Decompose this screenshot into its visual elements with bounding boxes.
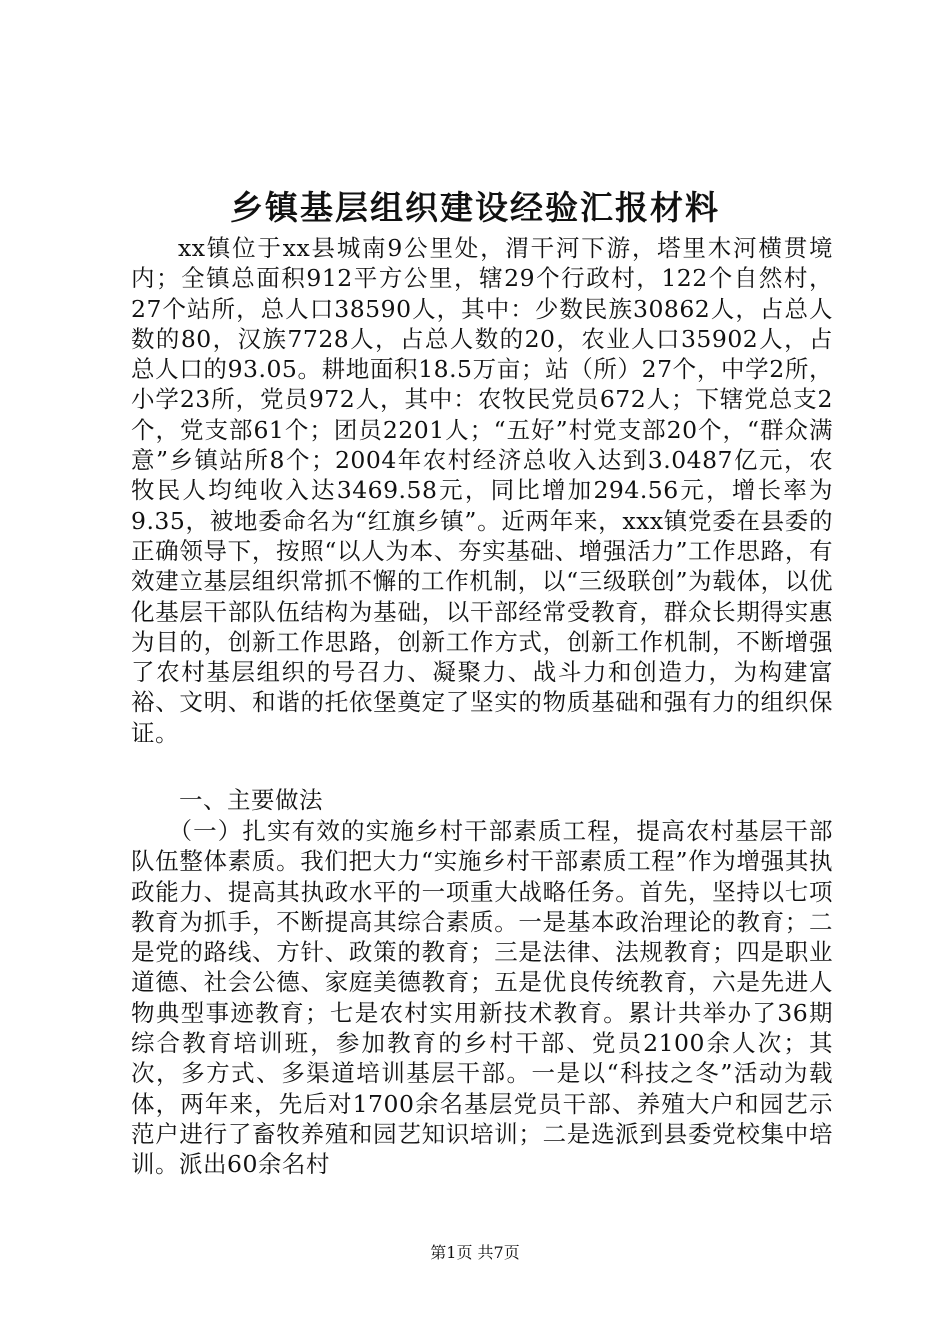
body-paragraph-section-1: （一）扎实有效的实施乡村干部素质工程，提高农村基层干部队伍整体素质。我们把大力“实施乡村干部素质工程”作为增强其执政能力、提高其执政水平的一项重大战略任务。首先，坚持以七项教育为抓手，不断提高其综合素质。一是基本政治理论的教育；二是党的路线、方针、政策的教育；三是法律、法规教育；四是职业道德、社会公德、家庭美德教育；五是优良传统教育，六是先进人物典型事迹教育；七是农村实用新技术教育。累计共举办了36期综合教育培训班，参加教育的乡村干部、党员2100余人次；其次，多方式、多渠道培训基层干部。一是以“科技之冬”活动为载体，两年来，先后对1700余名基层党员干部、养殖大户和园艺示范户进行了畜牧养殖和园艺知识培训；二是选派到县委党校集中培训。派出60余名村 [131, 817, 833, 1179]
body-paragraph-intro: xx镇位于xx县城南9公里处，渭干河下游，塔里木河横贯境内；全镇总面积912平方公里，辖29个行政村，122个自然村，27个站所，总人口38590人，其中：少数民族30862人，占总人数的80，汉族7728人，占总人数的20，农业人口35902人，占总人口的93.05。耕地面积18.5万亩；站（所）27个，中学2所，小学23所，党员972人，其中：农牧民党员672人；下辖党总支2个，党支部61个；团员2201人；“五好”村党支部20个，“群众满意”乡镇站所8个；2004年农村经济总收入达到3.0487亿元，农牧民人均纯收入达3469.58元，同比增加294.56元，增长率为9.35，被地委命名为“红旗乡镇”。近两年来，xxx镇党委在县委的正确领导下，按照“以人为本、夯实基础、增强活力”工作思路，有效建立基层组织常抓不懈的工作机制，以“三级联创”为载体，以优化基层干部队伍结构为基础，以干部经常受教育，群众长期得实惠为目的，创新工作思路，创新工作方式，创新工作机制，不断增强了农村基层组织的号召力、凝聚力、战斗力和创造力，为构建富裕、文明、和谐的托依堡奠定了坚实的物质基础和强有力的组织保证。 [131, 234, 833, 747]
document-title: 乡镇基层组织建设经验汇报材料 [230, 188, 720, 227]
page-footer: 第1页 共7页 [430, 1243, 520, 1262]
section-heading: 一、主要做法 [131, 786, 323, 814]
